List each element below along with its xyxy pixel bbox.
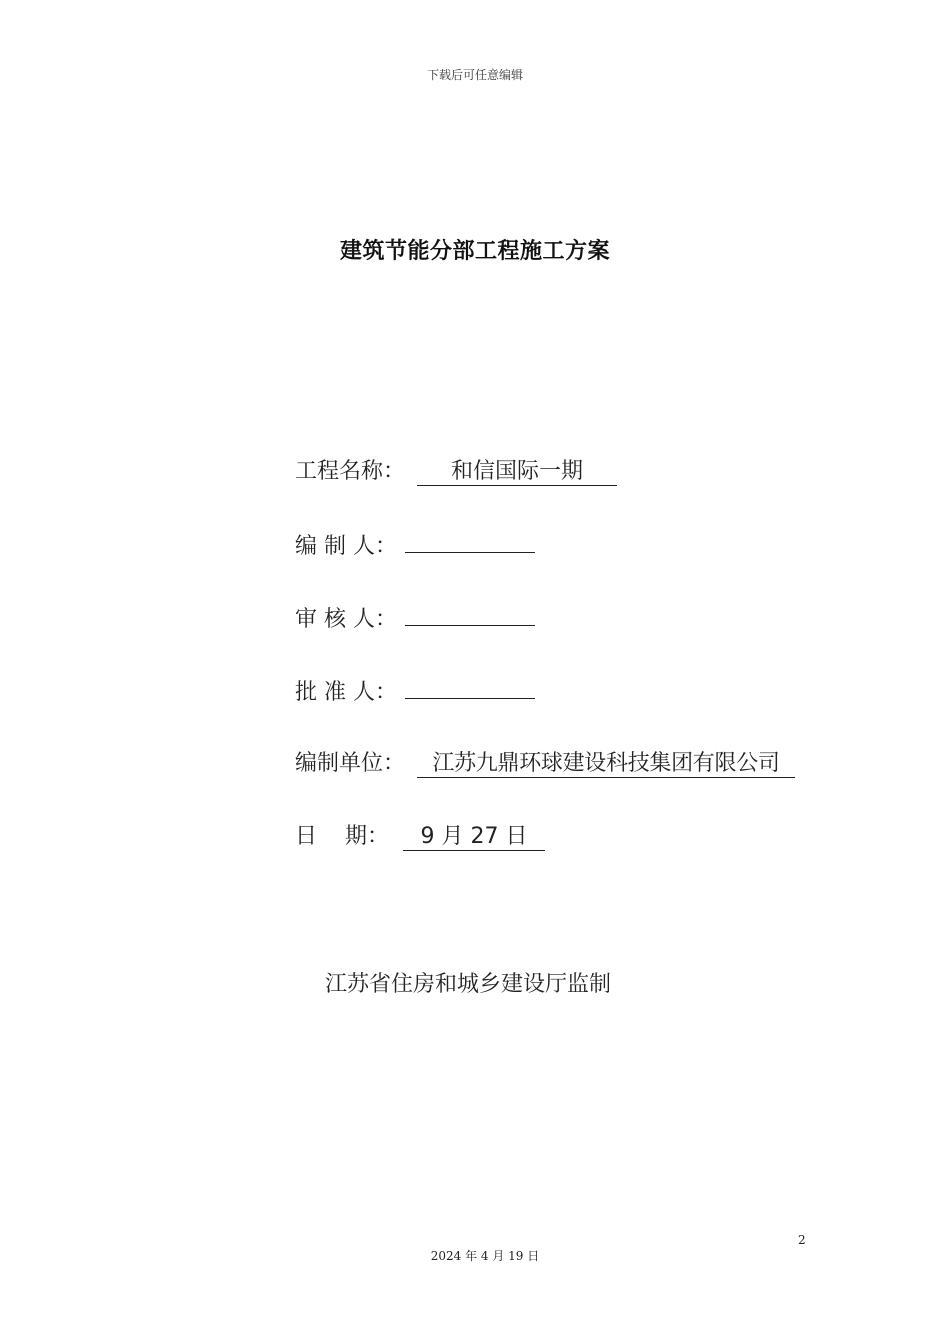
reviewer-row [295, 603, 535, 635]
date-row [295, 822, 545, 852]
unit-value: 江苏九鼎环球建设科技集团有限公司 [417, 751, 795, 778]
approver-label: 批 准 人： [295, 680, 397, 705]
project-name-row [295, 457, 617, 487]
reviewer-blank [405, 603, 535, 626]
approver-blank [405, 676, 535, 699]
date-value: 9 月 27 日 [403, 824, 545, 851]
footer-date: 2024 年 4 月 19 日 [430, 1249, 540, 1263]
page-number: 2 [798, 1233, 806, 1247]
editor-row [295, 530, 535, 562]
reviewer-label: 审 核 人： [295, 607, 397, 632]
unit-label: 编制单位： [295, 751, 406, 776]
supervision-text: 江苏省住房和城乡建设厅监制 [325, 972, 612, 997]
project-name-value: 和信国际一期 [417, 459, 617, 486]
unit-row [295, 749, 795, 779]
header-note: 下载后可任意编辑 [426, 68, 523, 82]
document-title: 建筑节能分部工程施工方案 [339, 239, 610, 264]
project-name-label: 工程名称： [295, 459, 406, 484]
approver-row [295, 676, 535, 708]
date-label: 日 期： [295, 824, 389, 849]
editor-label: 编 制 人： [295, 534, 397, 559]
editor-blank [405, 530, 535, 553]
